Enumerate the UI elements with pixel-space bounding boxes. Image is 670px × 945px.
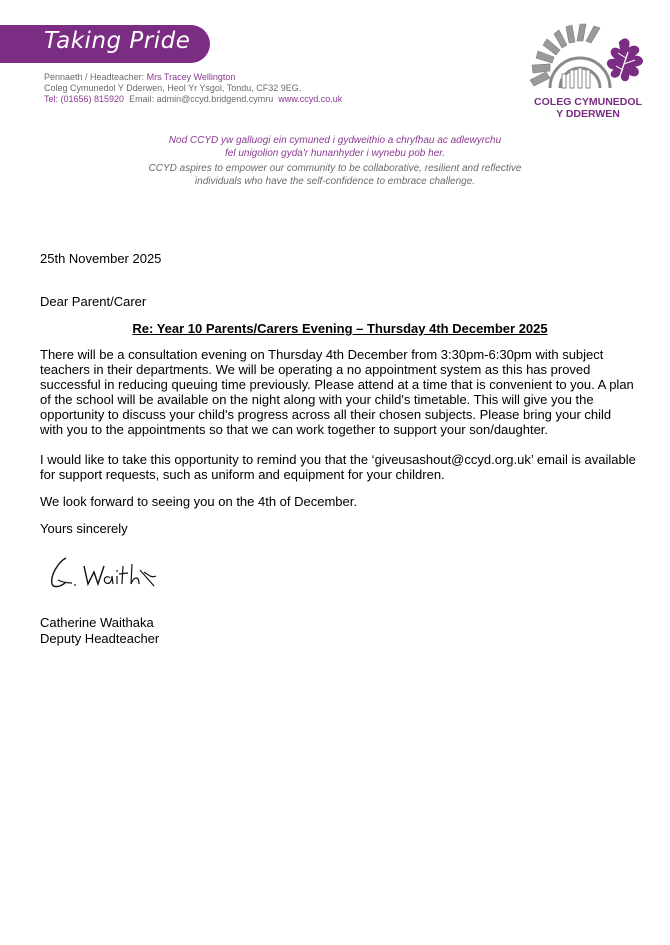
signature-icon — [44, 552, 164, 592]
signatory-role: Deputy Headteacher — [40, 631, 160, 646]
headteacher-name: Mrs Tracey Wellington — [146, 72, 236, 82]
english-motto-line-1: CCYD aspires to empower our community to be collaborative, resilient and reflective — [148, 163, 522, 174]
signatory-name: Catherine Waithaka — [40, 615, 154, 630]
complimentary-close: Yours sincerely — [40, 521, 128, 536]
school-address: Coleg Cymunedol Y Dderwen, Heol Yr Ysgol, Tondu, CF32 9EG. — [44, 83, 302, 93]
logo-line-1: COLEG CYMUNEDOL — [534, 96, 642, 108]
headteacher-label: Pennaeth / Headteacher: — [44, 72, 147, 82]
salutation: Dear Parent/Carer — [40, 294, 147, 309]
website-link[interactable]: www.ccyd.co.uk — [278, 94, 343, 104]
telephone: Tel: (01656) 815920 — [44, 94, 125, 104]
banner-title: Taking Pride — [44, 28, 191, 54]
email: Email: admin@ccyd.bridgend.cymru — [124, 94, 279, 104]
headteacher-line — [44, 72, 342, 83]
logo-line-2: Y DDERWEN — [556, 108, 620, 120]
paragraph-support-email: I would like to take this opportunity to remind you that the ‘giveusashout@ccyd.org.uk’ email is available for support requests, such as uniform and equipment for your children. — [40, 452, 636, 482]
letter-date: 25th November 2025 — [40, 251, 162, 266]
contact-details — [44, 94, 342, 105]
logo-wordmark — [523, 96, 653, 120]
letter-subject: Re: Year 10 Parents/Carers Evening – Thursday 4th December 2025 — [132, 321, 548, 336]
english-motto-line-2: individuals who have the self-confidence to embrace challenge. — [194, 175, 476, 187]
paragraph-consultation: There will be a consultation evening on Thursday 4th December from 3:30pm-6:30pm with subject teachers in their departments. We will be operating a no appointment system as this has proved successful in reducing queuing time previously. Please attend at a time that is convenient to you. A plan of the school will be available on the night along with your child's timetable. This will give you the opportunity to discuss your child's progress across all their chosen subjects. Please bring your child with you to the appointments so that we can work together to support your son/daughter. — [40, 347, 634, 437]
welsh-motto — [0, 135, 670, 160]
contact-block — [44, 72, 342, 105]
welsh-motto-line-1: Nod CCYD yw galluogi ein cymuned i gydweithio a chryfhau ac adlewyrchu — [168, 135, 502, 146]
welsh-motto-line-2: fel unigolion gyda'r hunanhyder i wynebu pob her. — [224, 147, 446, 159]
english-motto — [0, 163, 670, 188]
paragraph-closing-remark: We look forward to seeing you on the 4th of December. — [40, 494, 357, 509]
